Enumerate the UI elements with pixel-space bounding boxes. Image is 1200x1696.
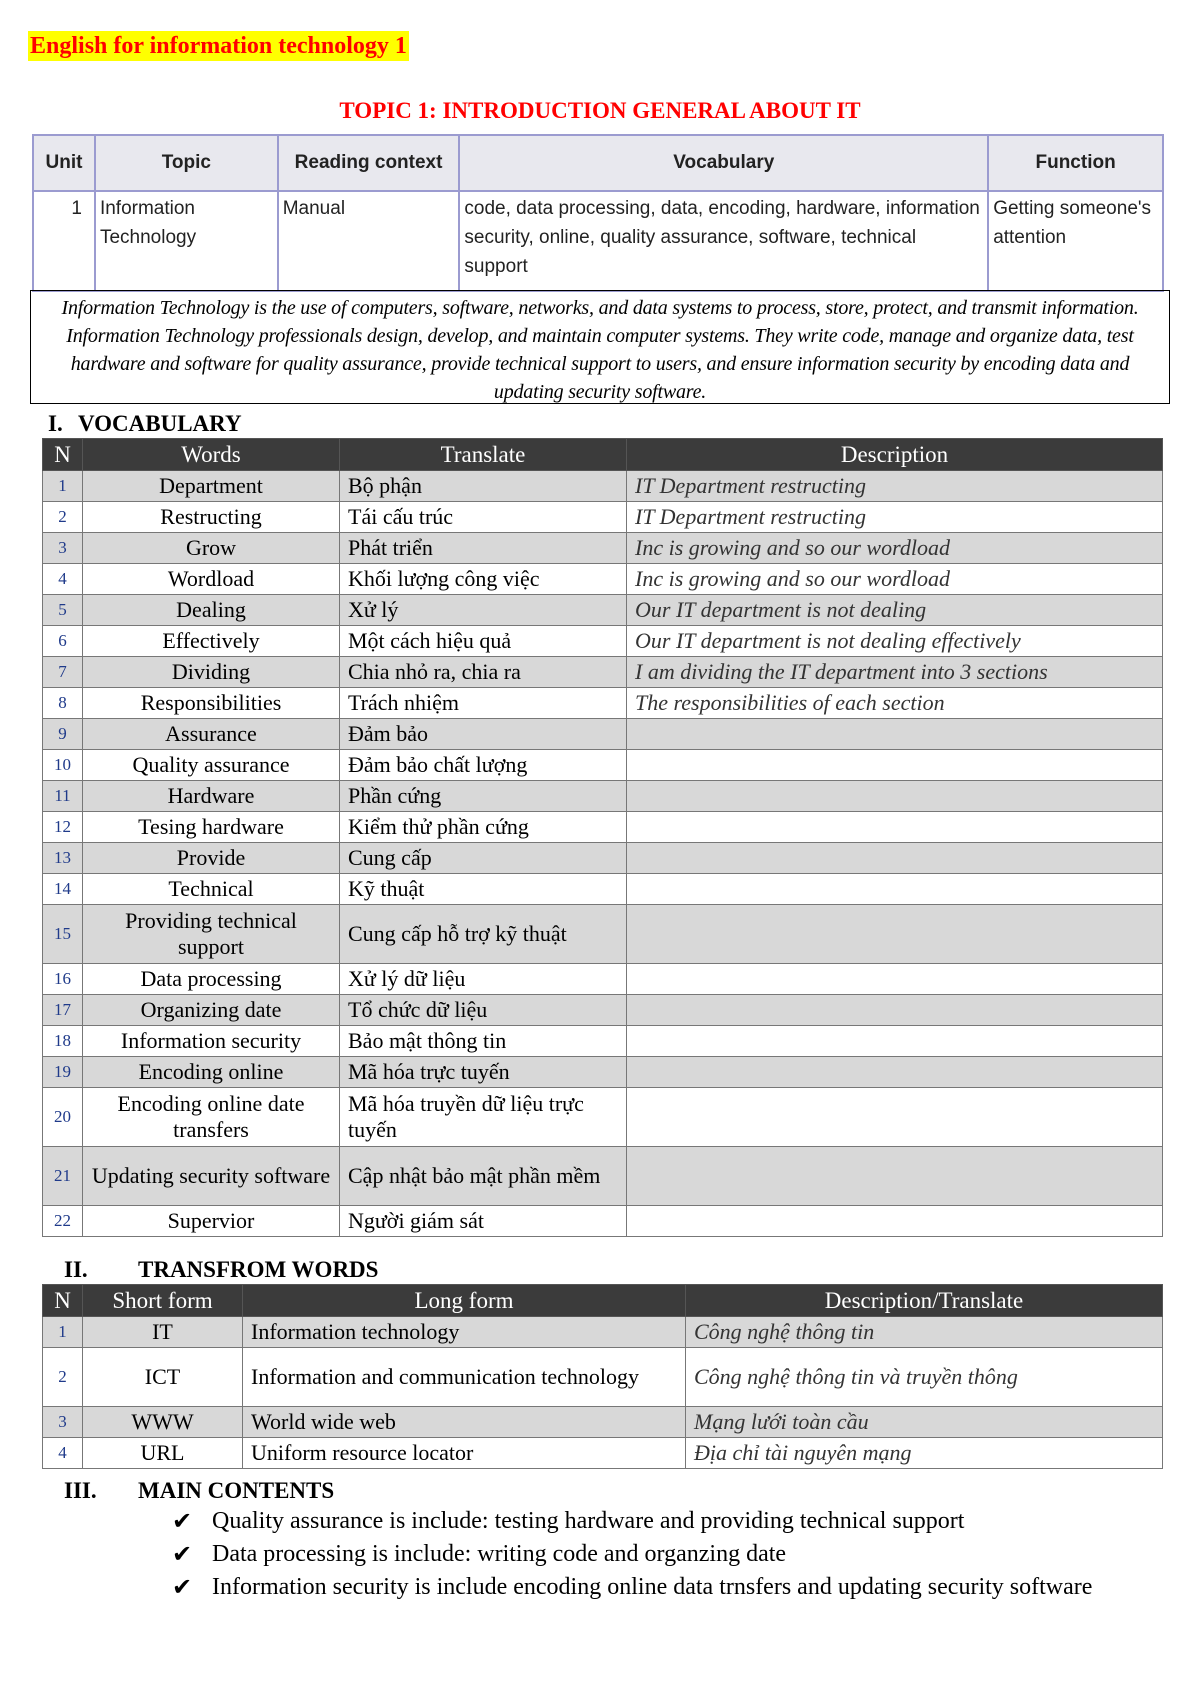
main-contents-list (172, 1505, 1152, 1604)
short-form-cell: URL (83, 1438, 243, 1469)
word-cell: Dealing (83, 595, 340, 626)
section-vocabulary-heading (48, 410, 242, 438)
topic-table-header-row (33, 135, 1163, 191)
main-content-text: Data processing is include: writing code and organzing date (212, 1541, 787, 1567)
section-title: MAIN CONTENTS (138, 1478, 335, 1503)
row-number: 2 (43, 502, 83, 533)
vocabulary-row (43, 564, 1163, 595)
main-content-item (172, 1538, 1152, 1570)
description-cell (627, 874, 1163, 905)
translate-cell: Kiểm thử phần cứng (340, 812, 627, 843)
translate-cell: Mã hóa trực tuyến (340, 1057, 627, 1088)
row-number: 2 (43, 1348, 83, 1407)
description-cell: Inc is growing and so our wordload (627, 533, 1163, 564)
vocabulary-rows (43, 471, 1163, 1237)
word-cell: Responsibilities (83, 688, 340, 719)
long-form-cell: Information and communication technology (243, 1348, 686, 1407)
main-content-text: Information security is include encoding online data trnsfers and updating security software (212, 1574, 1093, 1600)
translate-cell: Bảo mật thông tin (340, 1026, 627, 1057)
header-n: N (43, 1285, 83, 1317)
transform-words-table (42, 1284, 1163, 1469)
description-cell: Công nghệ thông tin (686, 1317, 1163, 1348)
row-number: 18 (43, 1026, 83, 1057)
cell-vocabulary: code, data processing, data, encoding, hardware, information security, online, quality assurance, software, technical support (459, 191, 988, 291)
row-number: 5 (43, 595, 83, 626)
header-vocabulary: Vocabulary (459, 135, 988, 191)
vocabulary-row (43, 874, 1163, 905)
row-number: 12 (43, 812, 83, 843)
header-short-form: Short form (83, 1285, 243, 1317)
description-cell (627, 719, 1163, 750)
vocabulary-row (43, 657, 1163, 688)
row-number: 15 (43, 905, 83, 964)
word-cell: Information security (83, 1026, 340, 1057)
row-number: 1 (43, 1317, 83, 1348)
section-number: I. (48, 411, 63, 436)
header-translate: Translate (340, 439, 627, 471)
row-number: 4 (43, 1438, 83, 1469)
vocabulary-row (43, 812, 1163, 843)
row-number: 4 (43, 564, 83, 595)
word-cell: Encoding online date transfers (83, 1088, 340, 1147)
translate-cell: Bộ phận (340, 471, 627, 502)
word-cell: Supervior (83, 1206, 340, 1237)
vocabulary-row (43, 502, 1163, 533)
cell-topic: Information Technology (95, 191, 278, 291)
section-transform-heading (64, 1256, 378, 1284)
row-number: 19 (43, 1057, 83, 1088)
long-form-cell: World wide web (243, 1407, 686, 1438)
word-cell: Technical (83, 874, 340, 905)
word-cell: Data processing (83, 964, 340, 995)
description-cell (627, 1026, 1163, 1057)
translate-cell: Cập nhật bảo mật phần mềm (340, 1147, 627, 1206)
word-cell: Department (83, 471, 340, 502)
word-cell: Quality assurance (83, 750, 340, 781)
short-form-cell: IT (83, 1317, 243, 1348)
vocabulary-row (43, 626, 1163, 657)
vocabulary-row (43, 843, 1163, 874)
transform-rows (43, 1317, 1163, 1469)
check-icon: ✔ (172, 1540, 193, 1568)
word-cell: Effectively (83, 626, 340, 657)
header-description: Description (627, 439, 1163, 471)
header-n: N (43, 439, 83, 471)
translate-cell: Khối lượng công việc (340, 564, 627, 595)
header-description-translate: Description/Translate (686, 1285, 1163, 1317)
transform-row (43, 1407, 1163, 1438)
translate-cell: Kỹ thuật (340, 874, 627, 905)
topic-overview-table (32, 134, 1164, 292)
row-number: 16 (43, 964, 83, 995)
row-number: 8 (43, 688, 83, 719)
header-topic: Topic (95, 135, 278, 191)
description-cell (627, 1147, 1163, 1206)
vocabulary-row (43, 1026, 1163, 1057)
description-cell: I am dividing the IT department into 3 sections (627, 657, 1163, 688)
section-number: II. (64, 1257, 88, 1282)
row-number: 13 (43, 843, 83, 874)
description-cell: Mạng lưới toàn cầu (686, 1407, 1163, 1438)
description-cell: Our IT department is not dealing (627, 595, 1163, 626)
translate-cell: Một cách hiệu quả (340, 626, 627, 657)
vocabulary-table (42, 438, 1163, 1237)
section-title: TRANSFROM WORDS (138, 1257, 379, 1282)
vocabulary-row (43, 471, 1163, 502)
word-cell: Dividing (83, 657, 340, 688)
row-number: 11 (43, 781, 83, 812)
description-cell: Công nghệ thông tin và truyền thông (686, 1348, 1163, 1407)
transform-row (43, 1438, 1163, 1469)
row-number: 3 (43, 1407, 83, 1438)
translate-cell: Mã hóa truyền dữ liệu trực tuyến (340, 1088, 627, 1147)
topic-title: TOPIC 1: INTRODUCTION GENERAL ABOUT IT (339, 98, 861, 123)
header-reading-context: Reading context (278, 135, 460, 191)
word-cell: Restructing (83, 502, 340, 533)
row-number: 14 (43, 874, 83, 905)
check-icon: ✔ (172, 1573, 193, 1601)
vocabulary-row (43, 1147, 1163, 1206)
word-cell: Encoding online (83, 1057, 340, 1088)
description-cell (627, 781, 1163, 812)
description-cell (627, 905, 1163, 964)
long-form-cell: Uniform resource locator (243, 1438, 686, 1469)
vocabulary-row (43, 1088, 1163, 1147)
word-cell: Providing technical support (83, 905, 340, 964)
translate-cell: Phần cứng (340, 781, 627, 812)
section-title: VOCABULARY (78, 411, 242, 436)
row-number: 20 (43, 1088, 83, 1147)
vocabulary-row (43, 533, 1163, 564)
description-cell (627, 1088, 1163, 1147)
translate-cell: Tái cấu trúc (340, 502, 627, 533)
vocabulary-row (43, 719, 1163, 750)
main-content-item (172, 1571, 1152, 1603)
vocabulary-row (43, 595, 1163, 626)
vocabulary-row (43, 1206, 1163, 1237)
transform-header-row (43, 1285, 1163, 1317)
word-cell: Tesing hardware (83, 812, 340, 843)
document-title: English for information technology 1 (30, 33, 407, 59)
cell-reading-context: Manual (278, 191, 460, 291)
word-cell: Hardware (83, 781, 340, 812)
translate-cell: Đảm bảo (340, 719, 627, 750)
main-content-item (172, 1505, 1152, 1537)
translate-cell: Người giám sát (340, 1206, 627, 1237)
translate-cell: Đảm bảo chất lượng (340, 750, 627, 781)
vocabulary-row (43, 905, 1163, 964)
intro-paragraph: Information Technology is the use of computers, software, networks, and data systems to process, store, protect, and transmit information. Information Technology professionals design, develop, and maintain computer systems. They write code, manage and organize data, test hardware and software for quality assurance, provide technical support to users, and ensure information security by encoding data and updating security software. (30, 290, 1170, 404)
header-words: Words (83, 439, 340, 471)
translate-cell: Cung cấp hỗ trợ kỹ thuật (340, 905, 627, 964)
main-content-text: Quality assurance is include: testing hardware and providing technical support (212, 1508, 965, 1534)
short-form-cell: ICT (83, 1348, 243, 1407)
header-long-form: Long form (243, 1285, 686, 1317)
cell-function: Getting someone's attention (988, 191, 1163, 291)
cell-unit: 1 (33, 191, 95, 291)
vocabulary-header-row (43, 439, 1163, 471)
vocabulary-row (43, 750, 1163, 781)
description-cell: IT Department restructing (627, 471, 1163, 502)
header-unit: Unit (33, 135, 95, 191)
row-number: 17 (43, 995, 83, 1026)
description-cell (627, 995, 1163, 1026)
description-cell (627, 843, 1163, 874)
row-number: 10 (43, 750, 83, 781)
translate-cell: Phát triển (340, 533, 627, 564)
section-main-contents-heading (64, 1477, 334, 1505)
description-cell (627, 1206, 1163, 1237)
row-number: 7 (43, 657, 83, 688)
transform-row (43, 1348, 1163, 1407)
description-cell (627, 750, 1163, 781)
description-cell: Địa chỉ tài nguyên mạng (686, 1438, 1163, 1469)
row-number: 21 (43, 1147, 83, 1206)
description-cell: The responsibilities of each section (627, 688, 1163, 719)
short-form-cell: WWW (83, 1407, 243, 1438)
topic-table-row (33, 191, 1163, 291)
translate-cell: Cung cấp (340, 843, 627, 874)
description-cell (627, 964, 1163, 995)
description-cell: IT Department restructing (627, 502, 1163, 533)
word-cell: Provide (83, 843, 340, 874)
translate-cell: Xử lý dữ liệu (340, 964, 627, 995)
header-function: Function (988, 135, 1163, 191)
description-cell (627, 812, 1163, 843)
word-cell: Grow (83, 533, 340, 564)
word-cell: Wordload (83, 564, 340, 595)
word-cell: Assurance (83, 719, 340, 750)
vocabulary-row (43, 995, 1163, 1026)
translate-cell: Chia nhỏ ra, chia ra (340, 657, 627, 688)
vocabulary-row (43, 1057, 1163, 1088)
description-cell: Inc is growing and so our wordload (627, 564, 1163, 595)
row-number: 3 (43, 533, 83, 564)
translate-cell: Tổ chức dữ liệu (340, 995, 627, 1026)
vocabulary-row (43, 688, 1163, 719)
translate-cell: Trách nhiệm (340, 688, 627, 719)
vocabulary-row (43, 964, 1163, 995)
word-cell: Organizing date (83, 995, 340, 1026)
check-icon: ✔ (172, 1507, 193, 1535)
row-number: 6 (43, 626, 83, 657)
row-number: 9 (43, 719, 83, 750)
description-cell (627, 1057, 1163, 1088)
row-number: 1 (43, 471, 83, 502)
word-cell: Updating security software (83, 1147, 340, 1206)
translate-cell: Xử lý (340, 595, 627, 626)
vocabulary-row (43, 781, 1163, 812)
description-cell: Our IT department is not dealing effectively (627, 626, 1163, 657)
transform-row (43, 1317, 1163, 1348)
row-number: 22 (43, 1206, 83, 1237)
long-form-cell: Information technology (243, 1317, 686, 1348)
section-number: III. (64, 1478, 97, 1503)
